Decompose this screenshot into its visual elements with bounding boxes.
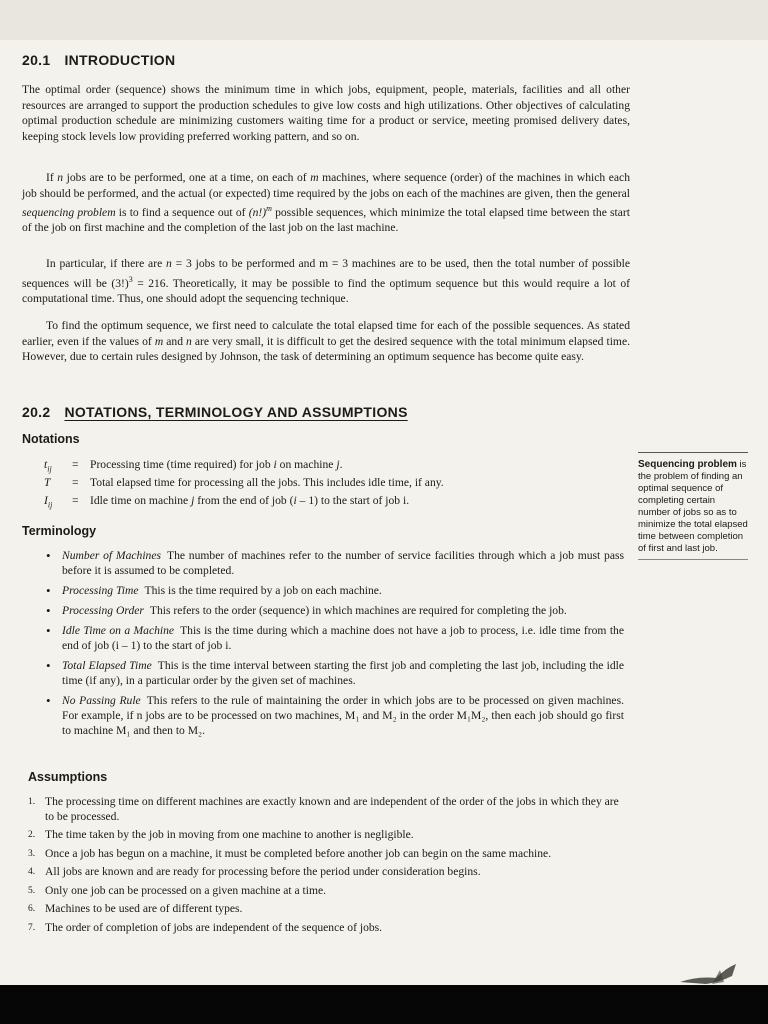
list-item: • Processing Order This refers to the order (sequence) in which machines are required for completing the job. <box>46 603 624 618</box>
terminology-list <box>46 548 624 743</box>
intro-paragraph-2: If n jobs are to be performed, one at a time, on each of m machines, where sequence (order) of the machines in which each job should be performed, and the actual (or expected) time required by the jobs on each of the machines are given, then the general sequencing problem is to find a sequence out of $(n!)^m$ possible sequences, which minimize the total elapsed time between the start of the job on first machine and the completion of the last job on the last machine. <box>22 171 631 235</box>
list-item: 2. The time taken by the job in moving from one machine to another is negligible. <box>28 828 414 841</box>
list-item: • Total Elapsed Time This is the time interval between starting the first job and completing the last job, including the idle time (if any), in a particular order by the given set of machines. <box>46 658 624 688</box>
bottom-border <box>0 985 768 1024</box>
notation-row: $t_{ij}$ = Processing time (time required) for job i on machine j. <box>44 458 343 474</box>
list-item: 1. The processing time on different machines are exactly known and are independent of the order of the jobs in which they are to be processed. <box>28 795 619 823</box>
notation-row: T = Total elapsed time for processing all the jobs. This includes idle time, if any. <box>44 476 444 489</box>
assumptions-list <box>28 795 624 939</box>
section-heading-notations <box>22 404 408 420</box>
section-heading-introduction <box>22 52 175 68</box>
list-item: 3. Once a job has begun on a machine, it must be completed before another job can begin on the same machine. <box>28 846 552 860</box>
notation-row: $I_{ij}$ = Idle time on machine j from the end of job (i – 1) to the start of job i. <box>44 494 410 510</box>
margin-note <box>638 452 748 560</box>
list-item: • No Passing Rule This refers to the rule of maintaining the order in which jobs are to be processed on given machines. For example, if n jobs are to be processed on two machines, M₁ and M₂ in the order M₁M₂, then each job should go first to machine M₁ and then to M₂. <box>46 693 624 738</box>
margin-note-text: is the problem of finding an optimal sequence of completing certain number of jobs so as to minimize the total elapsed time between completion of first and last job. <box>638 459 748 554</box>
terminology-heading: Terminology <box>22 524 97 538</box>
section-number: 20.1 <box>22 52 51 68</box>
margin-note-term: Sequencing problem <box>638 459 737 470</box>
list-item: • Idle Time on a Machine This is the time during which a machine does not have a job to process, i.e. idle time from the end of job (i – 1) to the start of job i. <box>46 623 624 653</box>
intro-paragraph-4: To find the optimum sequence, we first need to calculate the total elapsed time for each of the possible sequences. As stated earlier, even if the values of m and n are very small, it is difficult to get the desired sequence with the total minimum elapsed time. However, due to certain rules designed by Johnson, the task of determining an optimum sequence has become quite easy. <box>22 319 630 363</box>
list-item: • Number of Machines The number of machines refer to the number of service facilities through which a job must pass before it is assumed to be completed. <box>46 548 624 578</box>
intro-paragraph-1: The optimal order (sequence) shows the minimum time in which jobs, equipment, people, materials, facilities and all other resources are arranged to support the production schedules to give low costs and high utilizations. Other objectives of calculating optimal production schedule are minimizing customers waiting time for a product or service, meeting promised delivery dates, keeping stock levels low providing preferred working pattern, and so on. <box>22 83 630 143</box>
list-item: • Processing Time This is the time required by a job on each machine. <box>46 583 624 598</box>
notations-heading: Notations <box>22 432 80 446</box>
assumptions-heading: Assumptions <box>28 770 108 784</box>
section-number: 20.2 <box>22 404 51 420</box>
list-item: 6. Machines to be used are of different types. <box>28 902 243 915</box>
decorative-swoosh-icon <box>676 962 738 986</box>
list-item: 7. The order of completion of jobs are independent of the sequence of jobs. <box>28 920 383 934</box>
intro-paragraph-3: In particular, if there are n = 3 jobs to be performed and m = 3 machines are to be used, then the total number of possible sequences will be $(3!)^3 = 216$. Theoretically, it may be possible to find the optimum sequence but this would require a lot of computational time. Thus, one should adopt the sequencing technique. <box>22 257 631 305</box>
section-title: INTRODUCTION <box>64 52 176 68</box>
list-item: 5. Only one job can be processed on a given machine at a time. <box>28 883 327 897</box>
list-item: 4. All jobs are known and are ready for processing before the period under consideration begins. <box>28 865 481 878</box>
sequencing-problem-term: sequencing problem <box>22 205 116 219</box>
section-title: NOTATIONS, TERMINOLOGY AND ASSUMPTIONS <box>64 404 408 420</box>
